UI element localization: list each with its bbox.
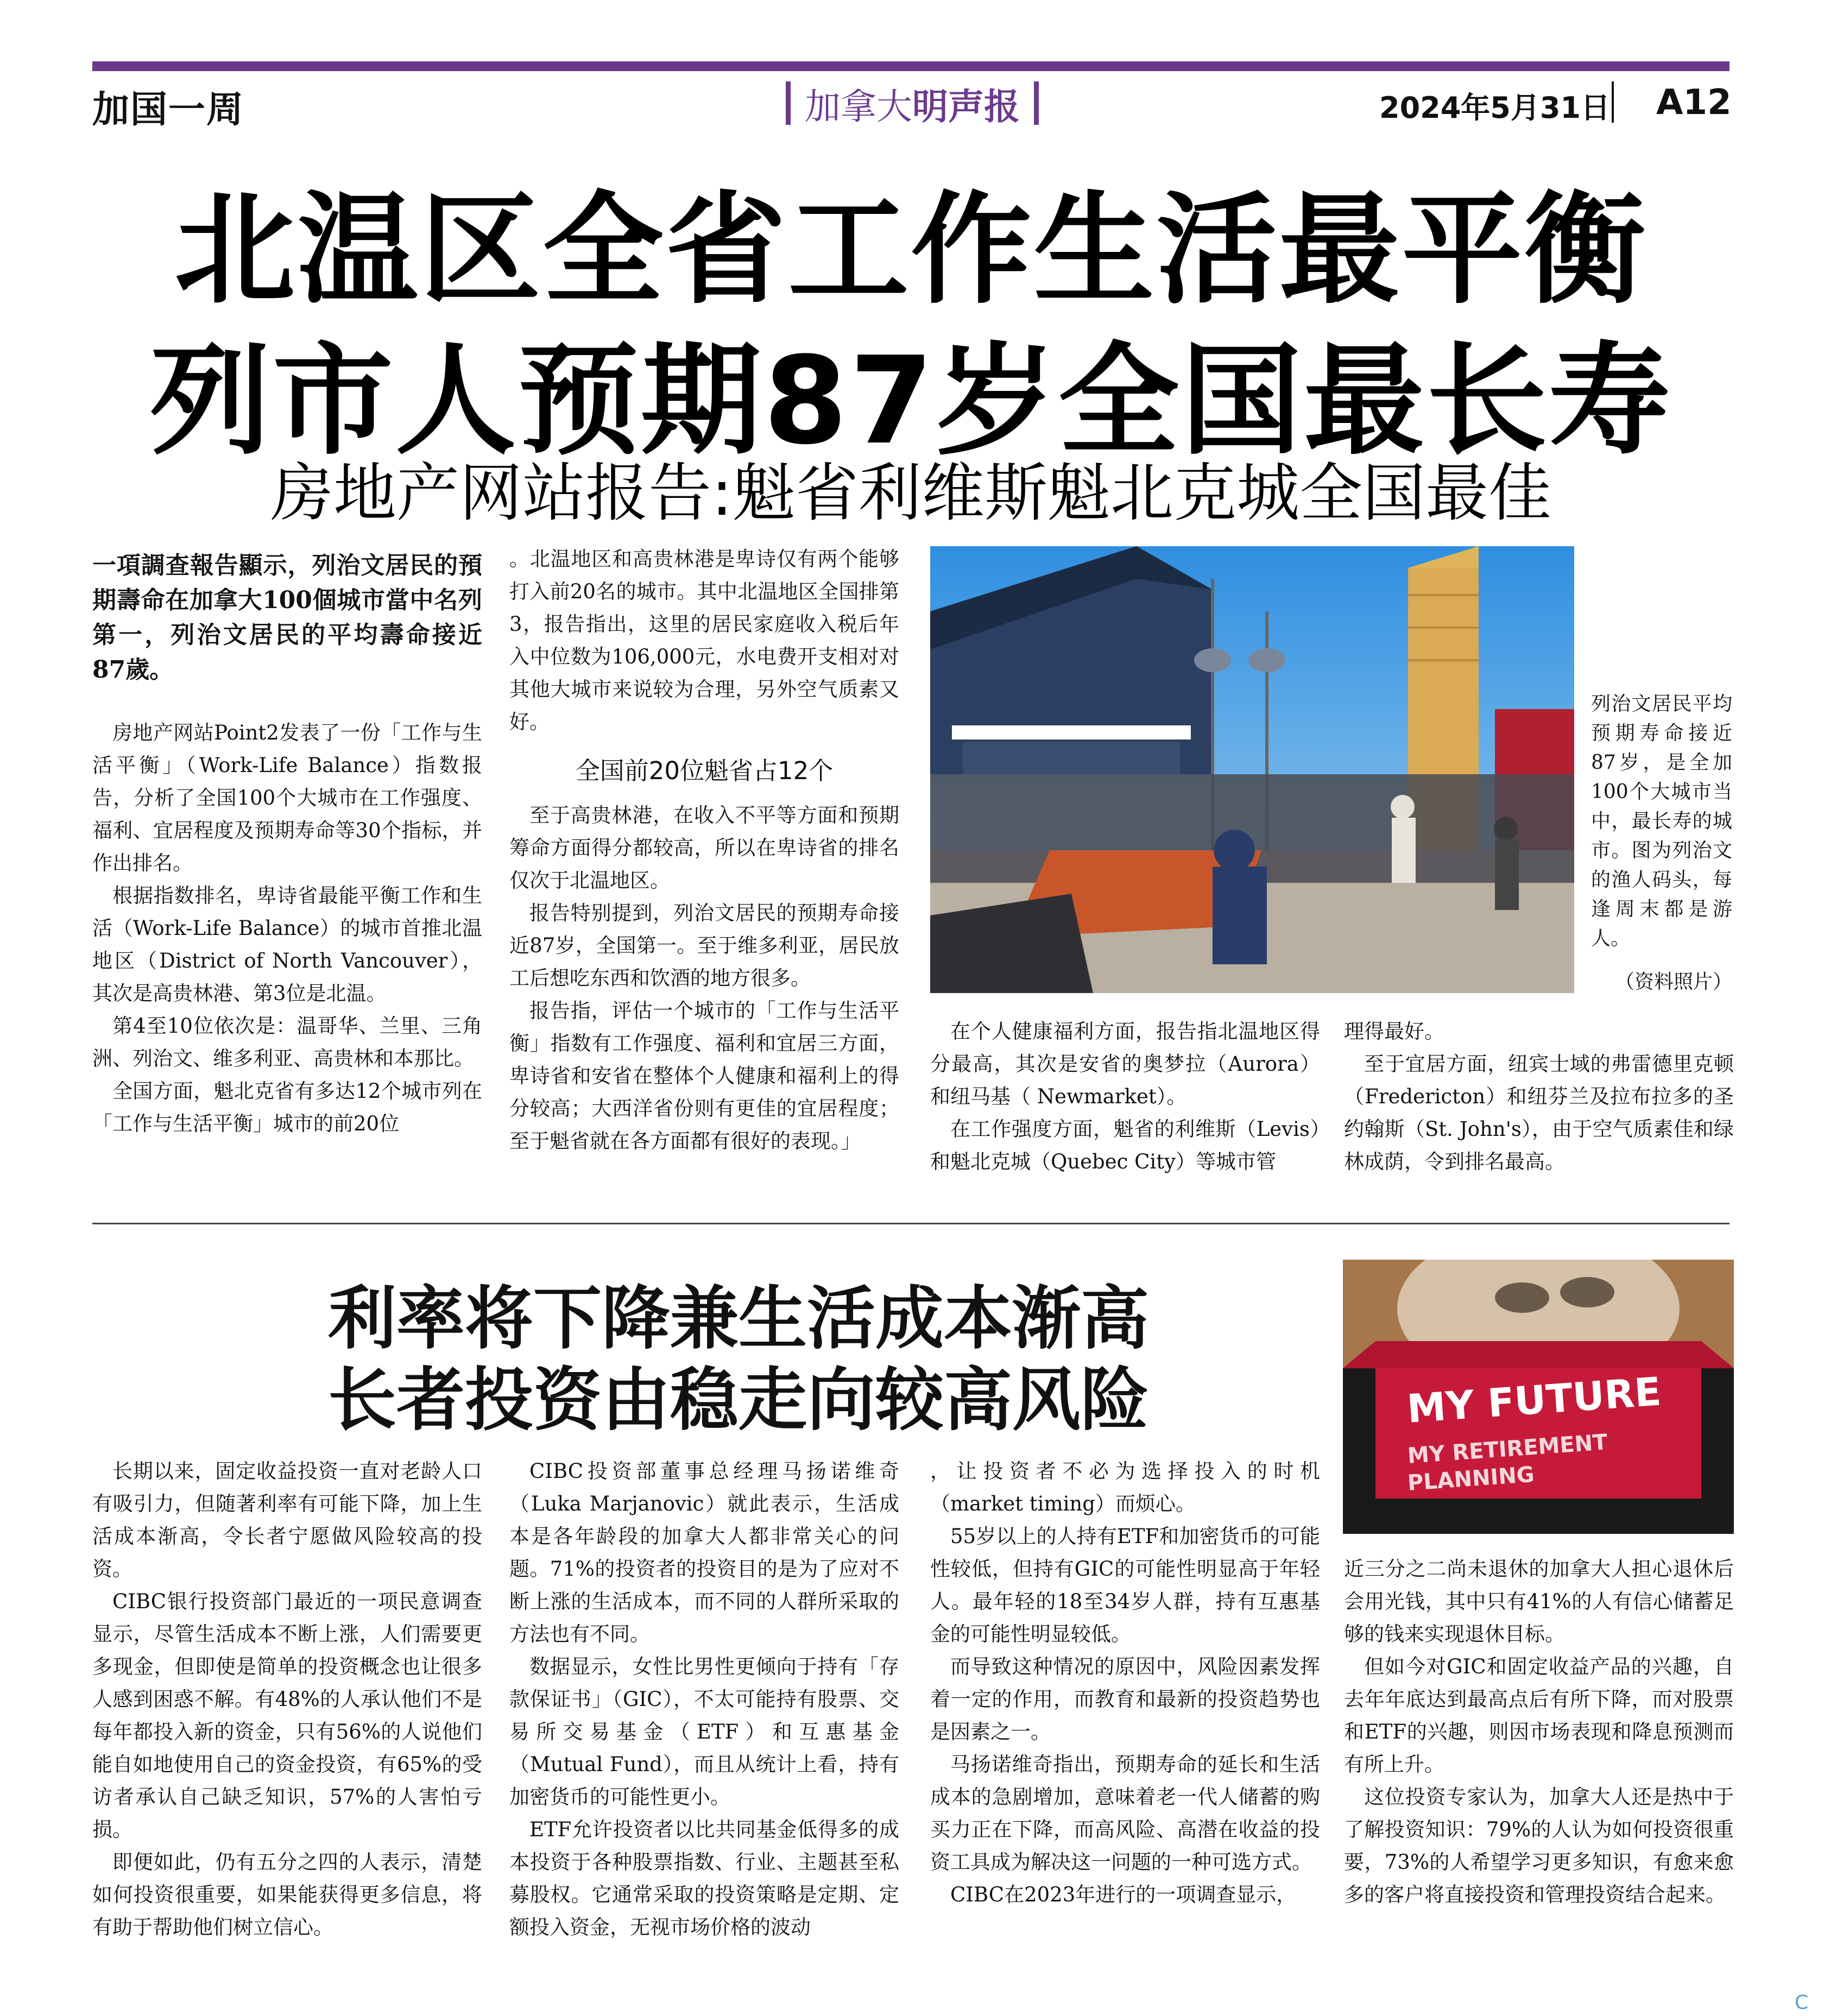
article1-paragraph: 根据指数排名，卑诗省最能平衡工作和生活（Work-Life Balance）的城市首推北温地区（District of North Vancouver），其次是高贵林港、第3位是北温。 [92,884,482,1005]
article2-paragraph: 这位投资专家认为，加拿大人还是热中于了解投资知识：79%的人认为如何投资很重要，73%的人希望学习更多知识，有愈来愈多的客户将直接投资和管理投资结合起来。 [1344,1785,1734,1906]
article1-paragraph: 第4至10位依次是：温哥华、兰里、三角洲、列治文、维多利亚、高贵林和本那比。 [92,1014,482,1070]
article1-paragraph: 理得最好。 [1344,1020,1444,1043]
article1-subhead: 房地产网站报告:魁省利维斯魁北克城全国最佳 [270,457,1552,530]
masthead [744,76,1081,130]
article1-headline-2: 列市人预期87岁全国最长寿 [150,331,1672,471]
article2-paragraph: 但如今对GIC和固定收益产品的兴趣，自去年年底达到最高点后有所下降，而对股票和ETF的兴趣，则因市场表现和降息预测而有所上升。 [1344,1655,1734,1776]
article1-paragraph: 在工作强度方面，魁省的利维斯（Levis）和魁北克城（Quebec City）等城市管 [930,1117,1320,1173]
article2-paragraph: 数据显示，女性比男性更倾向于持有「存款保证书」（GIC），不太可能持有股票、交易所交易基金（ETF）和互惠基金（Mutual Fund），而且从统计上看，持有加密货币的可能性更小。 [509,1655,899,1809]
masthead-bar-right [1034,81,1039,125]
article1-column-4 [1344,1015,1734,1178]
article2-paragraph: CIBC在2023年进行的一项调查显示， [950,1883,1297,1906]
article1-headline-1: 北温区全省工作生活最平衡 [174,180,1648,320]
article2-paragraph: 而导致这种情况的原因中，风险因素发挥着一定的作用，而教育和最新的投资趋势也是因素之一。 [930,1655,1320,1743]
article1-paragraph: 至于宜居方面，纽宾士域的弗雷德里克顿（Fredericton）和纽芬兰及拉布拉多的圣约翰斯（St. John's），由于空气质素佳和绿林成荫，令到排名最高。 [1344,1052,1734,1173]
article2-paragraph: CIBC银行投资部门最近的一项民意调查显示，尽管生活成本不断上涨，人们需要更多现金，但即使是简单的投资概念也让很多人感到困惑不解。有48%的人承认他们不是每年都投入新的资金，只有56%的人说他们能自如地使用自己的资金投资，有65%的受访者承认自己缺乏知识，57%的人害怕亏损。 [92,1590,482,1841]
article2-paragraph: 55岁以上的人持有ETF和加密货币的可能性较低，但持有GIC的可能性明显高于年轻人。最年轻的18至34岁人群，持有互惠基金的可能性明显较低。 [930,1525,1320,1646]
article1-paragraph: 在个人健康福利方面，报告指北温地区得分最高，其次是安省的奥梦拉（Aurora）和纽马基（ Newmarket）。 [930,1020,1320,1108]
photo-caption: 列治文居民平均预期寿命接近87岁，是全加100个大城市当中，最长寿的城市。图为列治文的渔人码头，每逢周末都是游人。 [1591,693,1732,950]
article-divider [92,1223,1730,1224]
article1-column-1 [92,548,482,1140]
article2-paragraph: ETF允许投资者以比共同基金低得多的成本投资于各种股票指数、行业、主题甚至私募股权。它通常采取的投资策略是定期、定额投入资金，无视市场价格的波动 [509,1818,899,1939]
article1-lead: 一項調查報告顯示，列治文居民的預期壽命在加拿大100個城市當中名列第一，列治文居民的平均壽命接近87歲。 [92,552,482,684]
article2-paragraph: 长期以来，固定收益投资一直对老龄人口有吸引力，但随著利率有可能下降，加上生活成本渐高，令长者宁愿做风险较高的投资。 [92,1459,482,1581]
photo-illustration [930,546,1574,993]
article1-column-2 [509,543,899,1158]
section-title: 加国一周 [92,88,245,131]
article2-column-1 [92,1455,482,1944]
article1-paragraph: 至于高贵林港，在收入不平等方面和预期筹命方面得分都较高，所以在卑诗省的排名仅次于北温地区。 [509,804,899,892]
masthead-bold: 明声报 [912,85,1020,128]
article2-column-4 [1344,1553,1734,1911]
article1-paragraph: 。北温地区和高贵林港是卑诗仅有两个能够打入前20名的城市。其中北温地区全国排第3，报告指出，这里的居民家庭收入税后年入中位数为106,000元，水电费开支相对对其他大城市来说较为合理，另外空气质素又好。 [509,547,899,734]
corner-mark: C [1795,1992,1809,2014]
top-accent-bar [92,61,1730,71]
fishermans-wharf-photo [930,546,1574,993]
article2-headline-1: 利率将下降兼生活成本渐高 [328,1279,1149,1358]
header-divider [1612,81,1614,123]
article2-column-3 [930,1455,1320,1911]
masthead-name [805,78,1020,129]
masthead-bar-left [786,81,791,125]
article2-headline-2: 长者投资由稳走向较高风险 [328,1360,1149,1440]
article2-paragraph: CIBC投资部董事总经理马扬诺维奇（Luka Marjanovic）就此表示，生活成本是各年龄段的加拿大人都非常关心的问题。71%的投资者的投资目的是为了应对不断上涨的生活成本，而不同的人群所采取的方法也有不同。 [509,1459,899,1646]
issue-date: 2024年5月31日 [1379,91,1611,125]
article1-paragraph: 报告特别提到，列治文居民的预期寿命接近87岁，全国第一。至于维多利亚，居民放工后想吃东西和饮酒的地方很多。 [509,901,899,990]
masthead-regular: 加拿大 [805,85,912,128]
article2-paragraph: 马扬诺维奇指出，预期寿命的延长和生活成本的急剧增加，意味着老一代人储蓄的购买力正在下降，而高风险、高潜在收益的投资工具成为解决这一问题的一种可选方式。 [930,1753,1320,1874]
article2-column-2 [509,1455,899,1944]
article1-subheading: 全国前20位魁省占12个 [575,756,834,785]
article1-column-3 [930,1015,1320,1178]
article1-paragraph: 报告指，评估一个城市的「工作与生活平衡」指数有工作强度、福利和宜居三方面，卑诗省和安省在整体个人健康和福利上的得分较高；大西洋省份则有更佳的宜居程度；至于魁省就在各方面都有很好的表现。」 [509,999,899,1153]
retirement-planning-photo [1343,1260,1734,1534]
article2-paragraph: 即便如此，仍有五分之四的人表示，清楚如何投资很重要，如果能获得更多信息，将有助于帮助他们树立信心。 [92,1850,482,1939]
article1-paragraph: 全国方面，魁北克省有多达12个城市列在「工作与生活平衡」城市的前20位 [92,1079,482,1135]
article2-paragraph: 近三分之二尚未退休的加拿大人担心退休后会用光钱，其中只有41%的人有信心储蓄足够的钱来实现退休目标。 [1344,1557,1734,1646]
photo-illustration [1343,1260,1734,1534]
article2-paragraph: ，让投资者不必为选择投入的时机（market timing）而烦心。 [930,1459,1320,1515]
photo-text-3: PLANNING [1406,1462,1536,1496]
photo-text-2: MY RETIREMENT [1406,1430,1608,1469]
photo-text-1: MY FUTURE [1405,1368,1663,1432]
photo-credit: （资料照片） [1614,971,1732,993]
article1-paragraph: 房地产网站Point2发表了一份「工作与生活平衡」（Work-Life Balance）指数报告，分析了全国100个大城市在工作强度、福利、宜居程度及预期寿命等30个指标，并作出排名。 [92,721,482,875]
page-number: A12 [1656,83,1732,123]
